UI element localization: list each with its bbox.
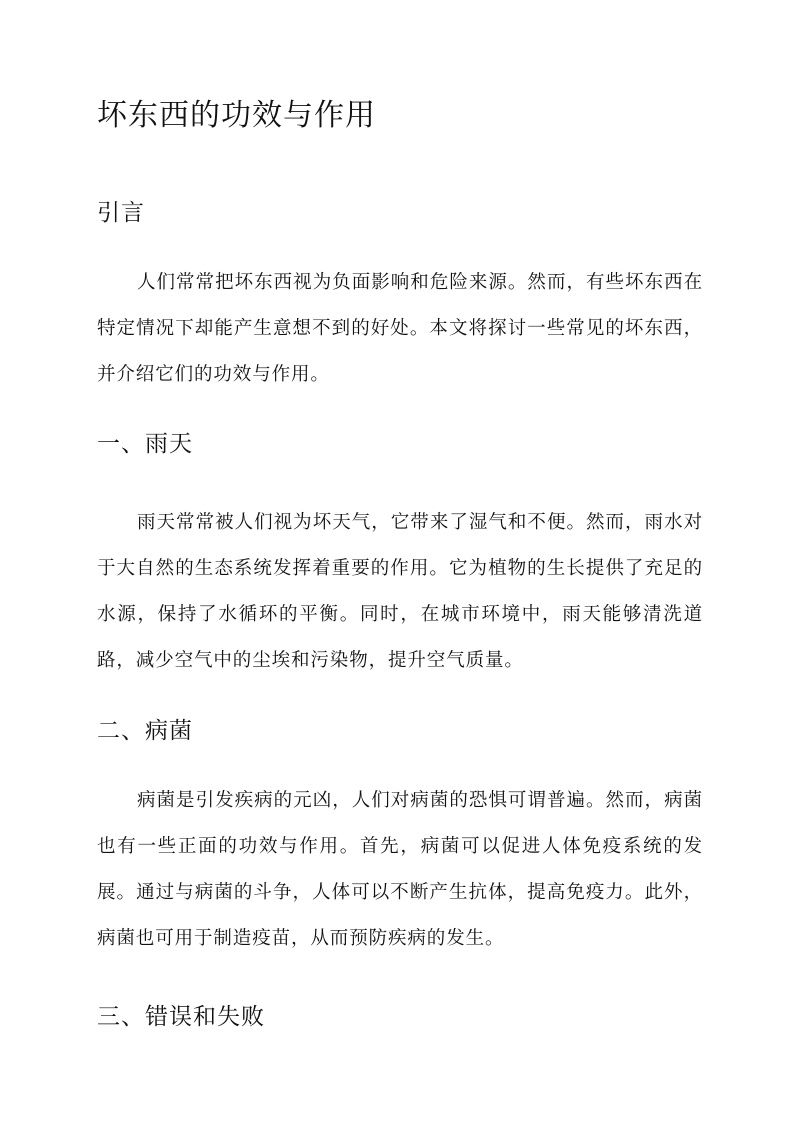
section-paragraph-intro: 人们常常把坏东西视为负面影响和危险来源。然而，有些坏东西在特定情况下却能产生意想不到的好处。本文将探讨一些常见的坏东西，并介绍它们的功效与作用。 [97,272,703,385]
section-heading-rain: 一、雨天 [97,431,193,457]
section-heading-mistakes: 三、错误和失败 [97,1004,265,1030]
section-paragraph-rain: 雨天常常被人们视为坏天气，它带来了湿气和不便。然而，雨水对于大自然的生态系统发挥着重要的作用。它为植物的生长提供了充足的水源，保持了水循环的平衡。同时，在城市环境中，雨天能够清洗道路，减少空气中的尘埃和污染物，提升空气质量。 [97,512,703,671]
section-paragraph-germs: 病菌是引发疾病的元凶，人们对病菌的恐惧可谓普遍。然而，病菌也有一些正面的功效与作用。首先，病菌可以促进人体免疫系统的发展。通过与病菌的斗争，人体可以不断产生抗体，提高免疫力。此外，病菌也可用于制造疫苗，从而预防疾病的发生。 [97,790,703,949]
section-heading-germs: 二、病菌 [97,718,193,744]
document-title: 坏东西的功效与作用 [97,98,376,133]
section-heading-intro: 引言 [97,200,145,226]
